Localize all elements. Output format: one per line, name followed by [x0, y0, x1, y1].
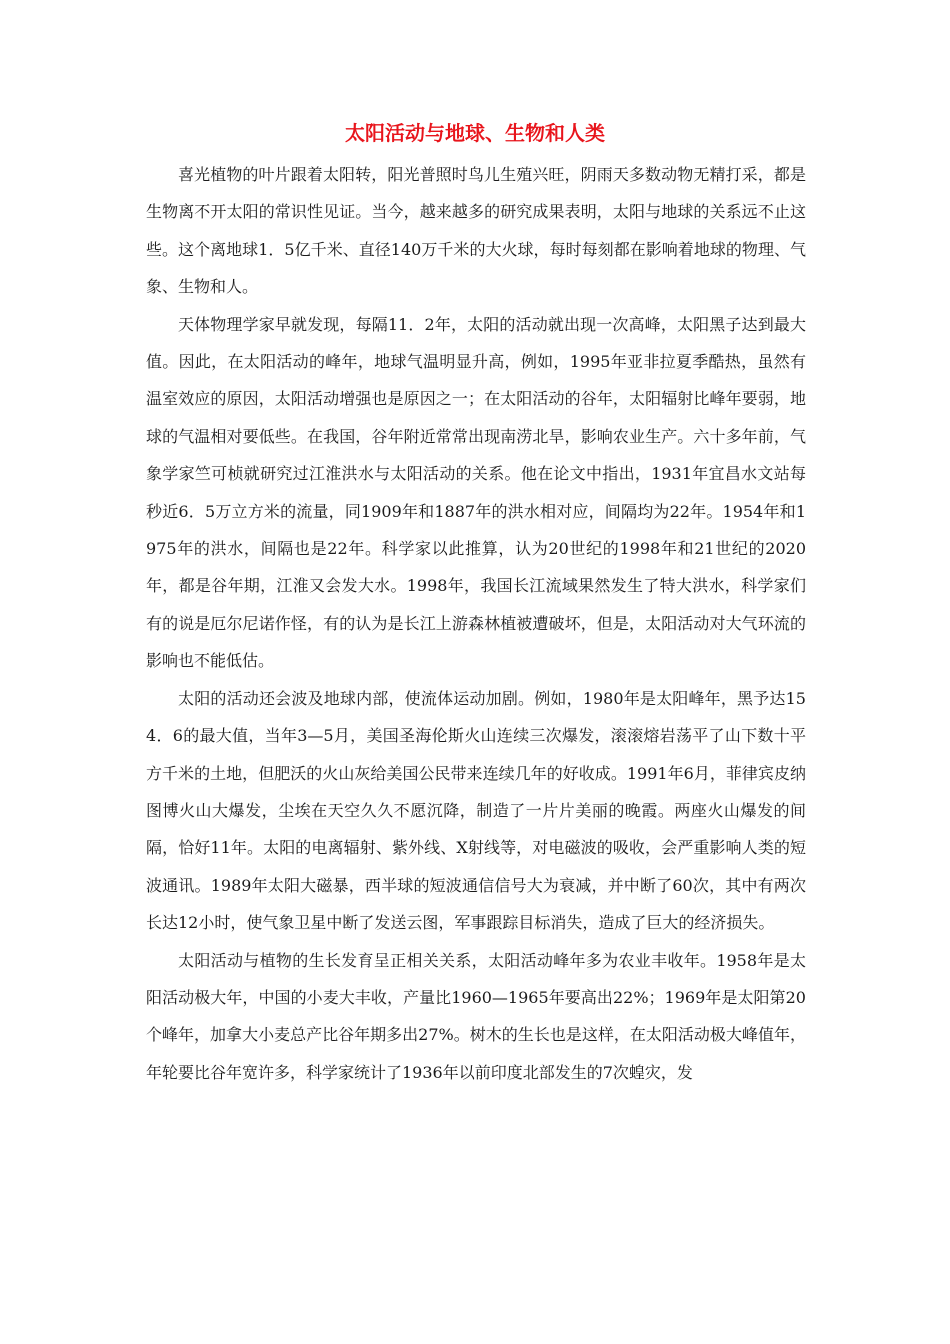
document-title: 太阳活动与地球、生物和人类	[345, 121, 605, 145]
paragraph-1: 喜光植物的叶片跟着太阳转，阳光普照时鸟儿生殖兴旺，阴雨天多数动物无精打采，都是生物离不开太阳的常识性见证。当今，越来越多的研究成果表明，太阳与地球的关系远不止这些。这个离地球1．5亿千米、直径140万千米的大火球，每时每刻都在影响着地球的物理、气象、生物和人。	[146, 165, 806, 297]
article-body	[146, 156, 806, 1091]
paragraph-4: 太阳活动与植物的生长发育呈正相关关系，太阳活动峰年多为农业丰收年。1958年是太阳活动极大年，中国的小麦大丰收，产量比1960—1965年要高出22%；1969年是太阳第20个峰年，加拿大小麦总产比谷年期多出27%。树木的生长也是这样，在太阳活动极大峰值年，年轮要比谷年宽许多，科学家统计了1936年以前印度北部发生的7次蝗灾，发	[146, 950, 806, 1082]
paragraph-3: 太阳的活动还会波及地球内部，使流体运动加剧。例如，1980年是太阳峰年，黑予达154．6的最大值，当年3—5月，美国圣海伦斯火山连续三次爆发，滚滚熔岩荡平了山下数十平方千米的土地，但肥沃的火山灰给美国公民带来连续几年的好收成。1991年6月，菲律宾皮纳图博火山大爆发，尘埃在天空久久不愿沉降，制造了一片片美丽的晚霞。两座火山爆发的间隔，恰好11年。太阳的电离辐射、紫外线、X射线等，对电磁波的吸收，会严重影响人类的短波通讯。1989年太阳大磁暴，西半球的短波通信信号大为衰减，并中断了60次，其中有两次长达12小时，使气象卫星中断了发送云图，军事跟踪目标消失，造成了巨大的经济损失。	[146, 688, 806, 933]
paragraph-2: 天体物理学家早就发现，每隔11．2年，太阳的活动就出现一次高峰，太阳黑子达到最大值。因此，在太阳活动的峰年，地球气温明显升高，例如，1995年亚非拉夏季酷热，虽然有温室效应的原因，太阳活动增强也是原因之一；在太阳活动的谷年，太阳辐射比峰年要弱，地球的气温相对要低些。在我国，谷年附近常常出现南涝北旱，影响农业生产。六十多年前，气象学家竺可桢就研究过江淮洪水与太阳活动的关系。他在论文中指出，1931年宜昌水文站每秒近6．5万立方米的流量，同1909年和1887年的洪水相对应，间隔均为22年。1954年和1975年的洪水，间隔也是22年。科学家以此推算，认为20世纪的1998年和21世纪的2020年，都是谷年期，江淮又会发大水。1998年，我国长江流域果然发生了特大洪水，科学家们有的说是厄尔尼诺作怪，有的认为是长江上游森林植被遭破坏，但是，太阳活动对大气环流的影响也不能低估。	[146, 314, 806, 671]
